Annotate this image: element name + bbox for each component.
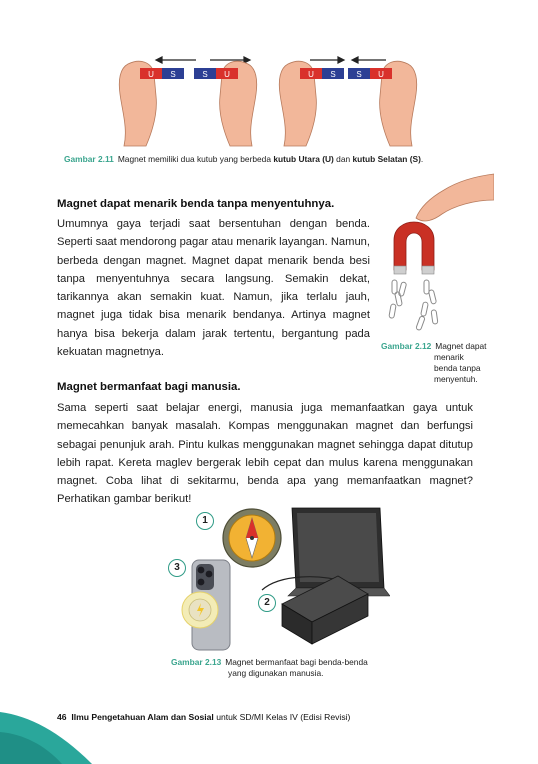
caption-label: Gambar 2.13 — [171, 657, 222, 667]
figure-2-11-illustration — [118, 52, 428, 148]
pole-u-label: U — [378, 70, 384, 79]
pole-u-label: U — [148, 70, 154, 79]
pole-u-label: U — [308, 70, 314, 79]
caption-label: Gambar 2.11 — [64, 154, 114, 164]
figure-number-2: 2 — [258, 594, 276, 612]
caption-text: Magnet memiliki dua kutub yang berbeda — [117, 154, 274, 164]
bar-magnet-3 — [300, 68, 344, 79]
section2-paragraph — [57, 399, 473, 509]
pole-s-label: S — [202, 70, 208, 79]
figure-number-1: 1 — [196, 512, 214, 530]
figure-number-3: 3 — [168, 559, 186, 577]
hand — [416, 174, 494, 221]
section2-heading: Magnet bermanfaat bagi manusia. — [57, 381, 241, 393]
caption-line-1: Magnet bermanfaat bagi benda-benda — [225, 657, 368, 667]
page-footer — [57, 712, 350, 722]
caption-line-3: benda tanpa — [434, 363, 481, 373]
caption-end: . — [420, 154, 424, 164]
pole-s-label: S — [170, 70, 176, 79]
attract-arrows — [310, 57, 386, 63]
figure-2-11-caption — [64, 154, 484, 165]
pole-u-label: U — [224, 70, 230, 79]
external-hard-drive — [282, 576, 368, 644]
bar-magnet-1 — [140, 68, 184, 79]
bar-magnet-4 — [348, 68, 392, 79]
book-title: Ilmu Pengetahuan Alam dan Sosial — [71, 712, 214, 722]
figure-2-12-caption — [381, 341, 511, 385]
caption-line-2: yang digunakan manusia. — [228, 668, 324, 678]
caption-line-1: Magnet dapat — [435, 341, 487, 351]
magnetic-charger — [182, 592, 218, 628]
section2-paragraph-text: Sama seperti saat belajar energi, manusia juga memanfaatkan gaya untuk memecahkan banyak masalah. Kompas menggunakan magnet dan berfungsi sebagai penunjuk arah. Pintu kulkas menggunakan magnet sehingga dapat ditutup lebih rapat. Kereta maglev bergerak lebih cepat dan mulus karena menggunakan magnet. Coba lihat di sekitarmu, benda apa yang memanfaatkan magnet? Perhatikan gambar berikut! — [57, 402, 473, 506]
page-number: 46 — [57, 712, 67, 722]
caption-label: Gambar 2.12 — [381, 341, 432, 351]
section1-heading: Magnet dapat menarik benda tanpa menyentuhnya. — [57, 198, 335, 210]
caption-and: dan — [333, 154, 353, 164]
compass-icon — [223, 509, 281, 567]
bar-magnet-2 — [194, 68, 238, 79]
caption-south: kutub Selatan (S) — [352, 154, 421, 164]
horseshoe-magnet — [394, 222, 434, 274]
pole-s-label: S — [330, 70, 336, 79]
figure-2-13-caption — [171, 657, 411, 679]
section1-paragraph-text: Umumnya gaya terjadi saat bersentuhan dengan benda. Seperti saat mendorong pagar atau menarik layangan. Namun, berbeda dengan magnet. Magnet dapat menarik benda besi tanpa menyentuhnya secara langsung. Semakin dekat, tarikannya akan semakin kuat. Namun, jika terlalu jauh, magnet juga tidak bisa menarik bendanya. Artinya magnet hanya bisa bekerja dalam jarak tertentu, bergantung pada kekuatan magnetnya. — [57, 218, 370, 359]
paper-clips — [389, 280, 438, 331]
book-subtitle: untuk SD/MI Kelas IV (Edisi Revisi) — [213, 712, 351, 722]
section1-paragraph — [57, 215, 370, 361]
figure-2-12-illustration — [382, 170, 494, 336]
caption-line-4: menyentuh. — [434, 374, 478, 384]
caption-line-2: menarik — [434, 352, 464, 362]
caption-north: kutub Utara (U) — [273, 154, 334, 164]
pole-s-label: S — [356, 70, 362, 79]
